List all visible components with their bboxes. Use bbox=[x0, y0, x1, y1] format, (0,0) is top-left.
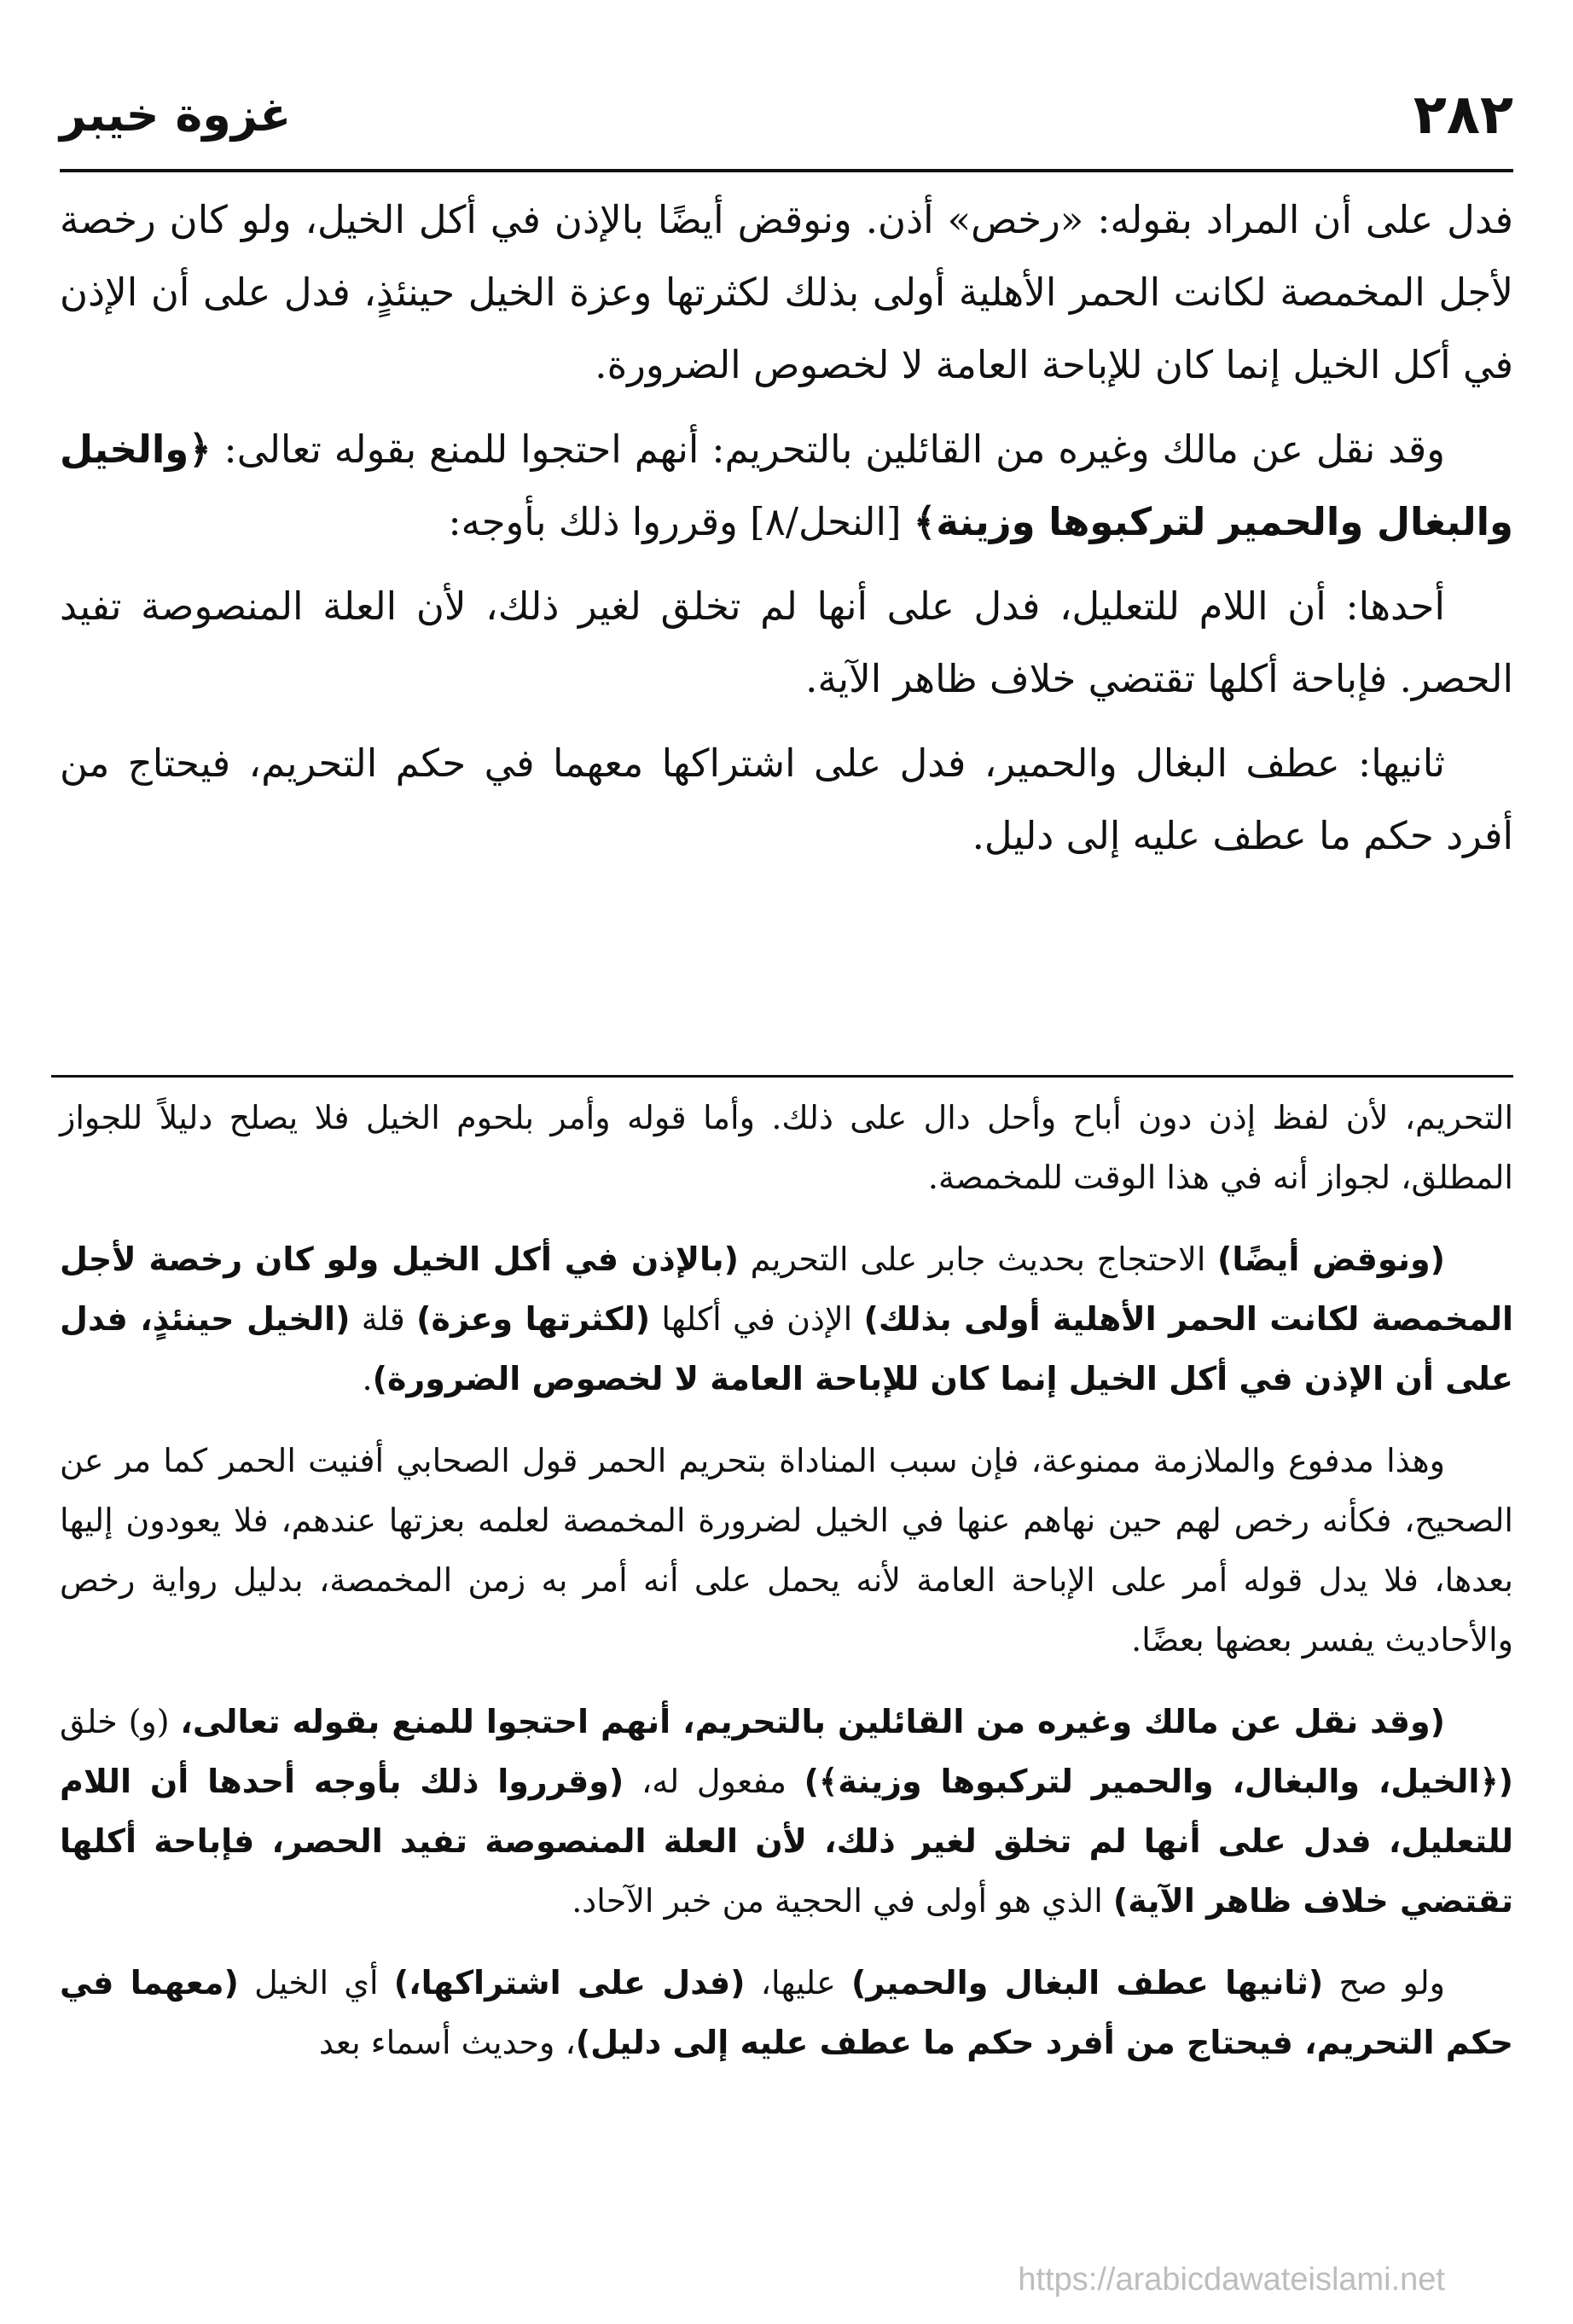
main-paragraph-4: ثانيها: عطف البغال والحمير، فدل على اشتراكها معهما في حكم التحريم، فيحتاج من أفرد حكم ما عطف عليه إلى دليل. bbox=[60, 741, 1513, 858]
main-paragraph-2-end: [النحل/٨] وقرروا ذلك بأوجه: bbox=[448, 499, 914, 544]
fn4-bold-3: (وقرروا ذلك بأوجه أحدها أن اللام للتعليل، فدل على أنها لم تخلق لغير ذلك، لأن العلة المنصوصة تفيد الحصر، فإباحة أكلها تقتضي خلاف ظاهر الآية) bbox=[60, 1763, 1513, 1920]
fn5-bold-2: (فدل على اشتراكها،) bbox=[393, 1964, 746, 2002]
main-paragraph-2-intro: وقد نقل عن مالك وغيره من القائلين بالتحريم: أنهم احتجوا للمنع بقوله تعالى: bbox=[211, 427, 1446, 472]
footnote-paragraph-3: وهذا مدفوع والملازمة ممنوعة، فإن سبب المناداة بتحريم الحمر قول الصحابي أفنيت الحمر كما مر عن الصحيح، فكأنه رخص لهم حين نهاهم عنها في الخيل لضرورة المخمصة لعلمه بعزتها عندهم، فلا يعودون إليها بعدها، فلا يدل قوله أمر على الإباحة العامة لأنه يحمل على أنه أمر به زمن المخمصة، بدليل رواية رخص والأحاديث يفسر بعضها بعضًا. bbox=[60, 1442, 1513, 1659]
fn2-bold-1: (ونوقض أيضًا) bbox=[1217, 1240, 1446, 1278]
footnote-paragraph-1: التحريم، لأن لفظ إذن دون أباح وأحل دال على ذلك. وأما قوله وأمر بلحوم الخيل فلا يصلح دليلاً للجواز المطلق، لجواز أنه في هذا الوقت للمخمصة. bbox=[60, 1099, 1513, 1196]
fn5-text-1: ولو صح bbox=[1323, 1964, 1446, 2002]
footnote-paragraph-5 bbox=[60, 1953, 1513, 2072]
footnote-paragraph-4 bbox=[60, 1692, 1513, 1931]
fn2-bold-4: (الخيل حينئذٍ، فدل على أن الإذن في أكل الخيل إنما كان للإباحة العامة لا لخصوص الضرورة) bbox=[60, 1300, 1513, 1397]
quran-verse: ﴿والخيل والبغال والحمير لتركبوها وزينة﴾ bbox=[60, 427, 1513, 544]
header-rule bbox=[60, 169, 1513, 172]
fn2-text-1: الاحتجاج بحديث جابر على التحريم bbox=[738, 1240, 1218, 1278]
main-paragraph-1: فدل على أن المراد بقوله: «رخص» أذن. ونوقض أيضًا بالإذن في أكل الخيل، ولو كان رخصة لأجل المخمصة لكانت الحمر الأهلية أولى بذلك لكثرتها وعزة الخيل حينئذٍ، فدل على أن الإذن في أكل الخيل إنما كان للإباحة العامة لا لخصوص الضرورة. bbox=[60, 197, 1513, 387]
fn5-bold-1: (ثانيها عطف البغال والحمير) bbox=[851, 1964, 1324, 2002]
fn5-text-3: أي الخيل bbox=[238, 1964, 394, 2002]
footnote-text bbox=[60, 1088, 1513, 2095]
fn5-text-2: عليها، bbox=[745, 1964, 852, 2002]
fn2-text-4: . bbox=[362, 1360, 373, 1397]
main-paragraph-2 bbox=[60, 413, 1513, 558]
fn2-text-3: قلة bbox=[350, 1300, 417, 1338]
fn2-text-2: الإذن في أكلها bbox=[650, 1300, 864, 1338]
footnote-paragraph-2 bbox=[60, 1229, 1513, 1409]
fn4-bold-1: (وقد نقل عن مالك وغيره من القائلين بالتحريم، أنهم احتجوا للمنع بقوله تعالى، bbox=[180, 1703, 1445, 1740]
running-title: غزوة خيبر bbox=[60, 88, 292, 142]
fn4-text-1: (و) خلق bbox=[60, 1703, 181, 1740]
footnote-rule bbox=[51, 1075, 1513, 1078]
watermark-url[interactable]: https://arabicdawateislami.net bbox=[1018, 2262, 1445, 2298]
fn2-bold-2: (بالإذن في أكل الخيل ولو كان رخصة لأجل المخمصة لكانت الحمر الأهلية أولى بذلك) bbox=[60, 1240, 1513, 1338]
main-text bbox=[60, 183, 1513, 884]
page-number: ٢٨٢ bbox=[1413, 84, 1513, 147]
page-header bbox=[60, 68, 1513, 162]
fn5-text-4: ، وحديث أسماء بعد bbox=[318, 2024, 576, 2061]
fn5-bold-3: (معهما في حكم التحريم، فيحتاج من أفرد حكم ما عطف عليه إلى دليل) bbox=[60, 1964, 1513, 2061]
fn4-text-2: مفعول له، bbox=[624, 1763, 804, 1800]
main-paragraph-3: أحدها: أن اللام للتعليل، فدل على أنها لم تخلق لغير ذلك، لأن العلة المنصوصة تفيد الحصر. فإباحة أكلها تقتضي خلاف ظاهر الآية. bbox=[60, 584, 1513, 701]
fn4-bold-2: (﴿الخيل، والبغال، والحمير لتركبوها وزينة﴾) bbox=[804, 1763, 1514, 1800]
fn2-bold-3: (لكثرتها وعزة) bbox=[416, 1300, 651, 1338]
fn4-text-3: الذي هو أولى في الحجية من خبر الآحاد. bbox=[572, 1882, 1113, 1920]
